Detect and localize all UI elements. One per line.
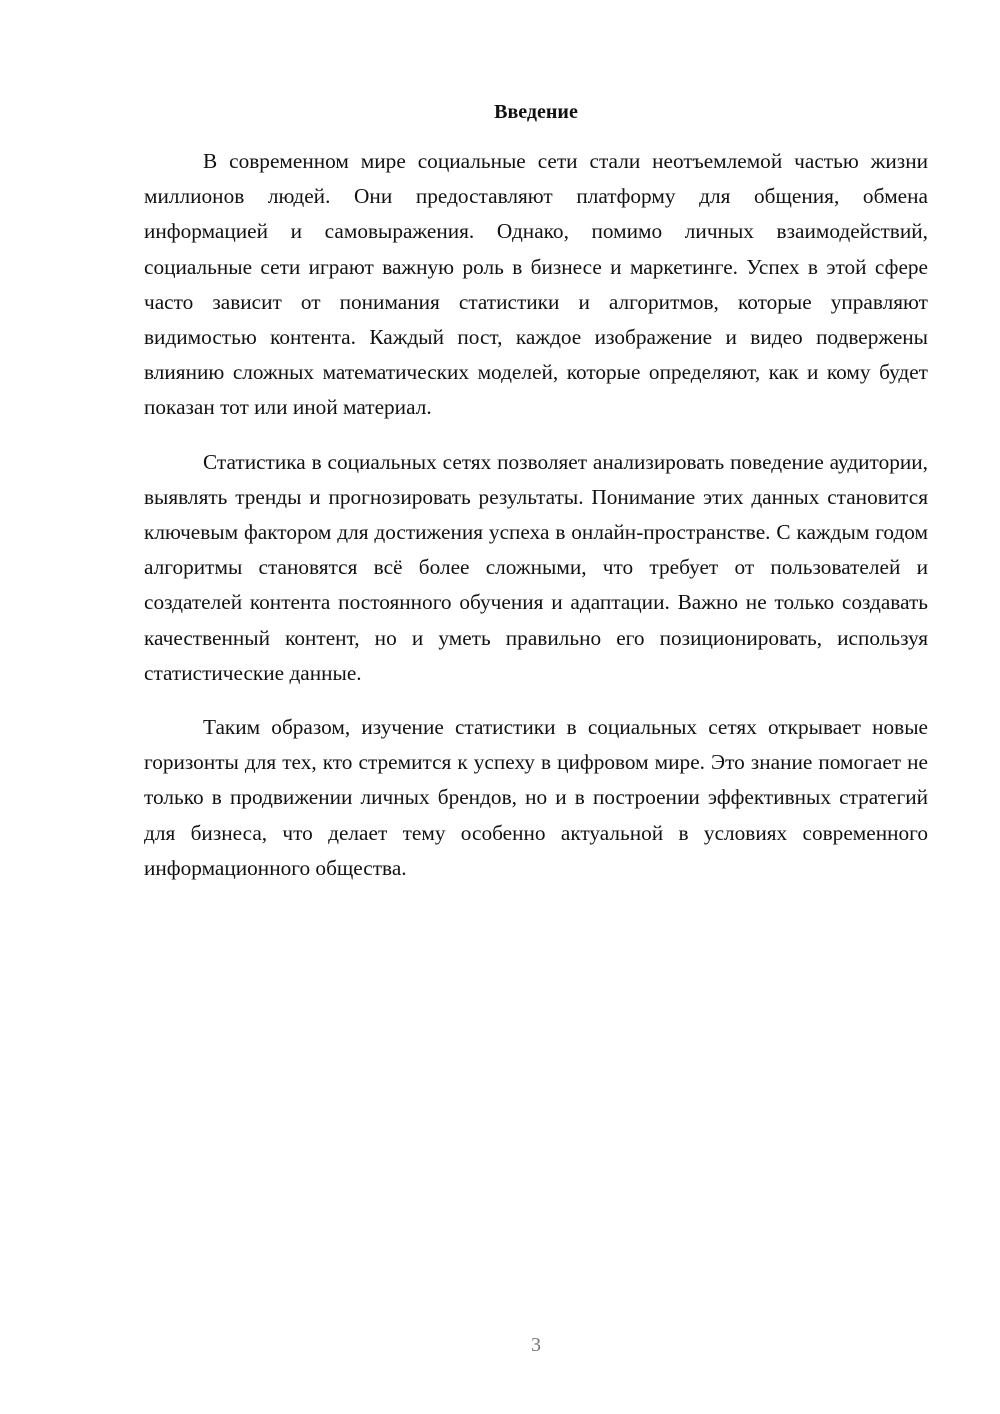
body-text — [144, 144, 928, 905]
page-number: 3 — [531, 1334, 541, 1356]
section-heading: Введение — [494, 101, 578, 123]
paragraph-3: Таким образом, изучение статистики в социальных сетях открывает новые горизонты для тех, кто стремится к успеху в цифровом мире. Это знание помогает не только в продвижении личных брендов, но и в построении эффективных стратегий для бизнеса, что делает тему особенно актуальной в условиях современного информационного общества. — [144, 715, 928, 880]
paragraph-2: Статистика в социальных сетях позволяет анализировать поведение аудитории, выявлять тренды и прогнозировать результаты. Понимание этих данных становится ключевым фактором для достижения успеха в онлайн-пространстве. С каждым годом алгоритмы становятся всё более сложными, что требует от пользователей и создателей контента постоянного обучения и адаптации. Важно не только создавать качественный контент, но и уметь правильно его позиционировать, используя статистические данные. — [144, 449, 928, 685]
paragraph-1: В современном мире социальные сети стали неотъемлемой частью жизни миллионов людей. Они предоставляют платформу для общения, обмена информацией и самовыражения. Однако, помимо личных взаимодействий, социальные сети играют важную роль в бизнесе и маркетинге. Успех в этой сфере часто зависит от понимания статистики и алгоритмов, которые управляют видимостью контента. Каждый пост, каждое изображение и видео подвержены влиянию сложных математических моделей, которые определяют, как и кому будет показан тот или иной материал. — [144, 149, 928, 420]
